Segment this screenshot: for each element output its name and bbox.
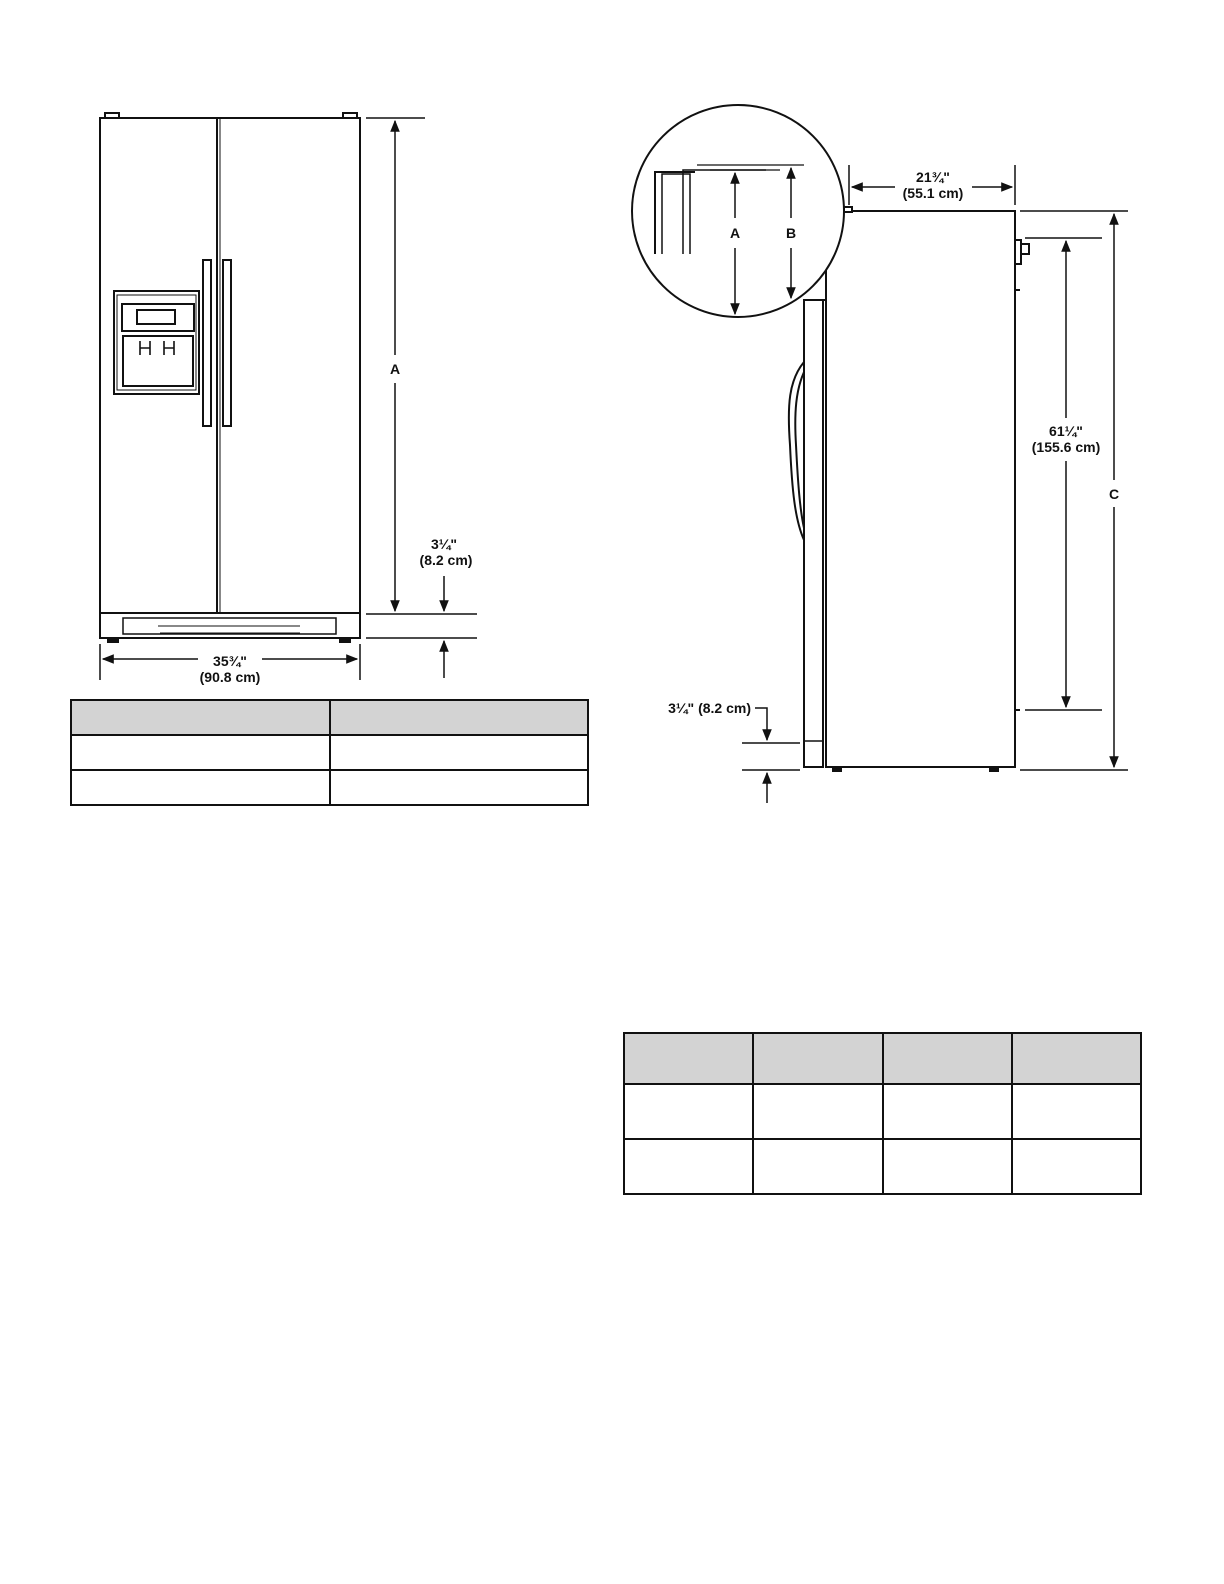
inset-circle (632, 105, 844, 317)
body-height-inches: 61¼" (1049, 423, 1083, 439)
table-header-row (624, 1033, 1141, 1084)
front-foot-right (340, 638, 350, 642)
table-cell (1012, 1084, 1141, 1139)
table-cell (753, 1084, 882, 1139)
table-header-cell (883, 1033, 1012, 1084)
table-cell (753, 1139, 882, 1194)
table-cell (624, 1084, 753, 1139)
table-cell (71, 770, 330, 805)
dimension-a-label: A (389, 361, 401, 377)
table-header-cell (624, 1033, 753, 1084)
front-gap-cm: (8.2 cm) (419, 552, 473, 568)
front-dimension-lines (100, 118, 477, 680)
table-cell (71, 735, 330, 770)
side-door-handle (789, 362, 804, 540)
width-cm: (90.8 cm) (199, 669, 261, 685)
table-row (624, 1139, 1141, 1194)
side-view-refrigerator (789, 207, 1029, 771)
side-gap-label: 3¼" (8.2 cm) (668, 700, 751, 716)
body-height-cm: (155.6 cm) (1031, 439, 1101, 455)
side-dimensions-table (623, 1032, 1142, 1195)
table-header-cell (753, 1033, 882, 1084)
fresh-food-handle (223, 260, 231, 426)
table-cell (1012, 1139, 1141, 1194)
table-cell (330, 770, 589, 805)
freezer-handle (203, 260, 211, 426)
front-gap-inches: 3¼" (430, 536, 458, 552)
table-cell (883, 1139, 1012, 1194)
table-header-cell (71, 700, 330, 735)
table-header-cell (330, 700, 589, 735)
depth-inches: 21¾" (916, 169, 950, 185)
table-row (71, 770, 588, 805)
front-view-refrigerator (100, 113, 360, 642)
side-door (804, 300, 823, 767)
table-header-cell (1012, 1033, 1141, 1084)
inset-label-a: A (729, 225, 741, 241)
front-dimensions-table (70, 699, 589, 806)
dispenser-display (122, 304, 194, 331)
table-cell (330, 735, 589, 770)
dimension-c-label: C (1108, 486, 1120, 502)
dispenser-panel (114, 291, 199, 394)
table-row (71, 735, 588, 770)
inset-label-b: B (785, 225, 797, 241)
dispenser-cavity (123, 336, 193, 386)
hinge-detail-inset (632, 105, 844, 317)
table-row (624, 1084, 1141, 1139)
width-inches: 35¾" (213, 653, 247, 669)
depth-cm: (55.1 cm) (902, 185, 964, 201)
table-cell (624, 1139, 753, 1194)
table-header-row (71, 700, 588, 735)
side-cabinet (826, 211, 1015, 767)
table-cell (883, 1084, 1012, 1139)
front-dimension-labels (200, 361, 473, 685)
front-foot-left (108, 638, 118, 642)
